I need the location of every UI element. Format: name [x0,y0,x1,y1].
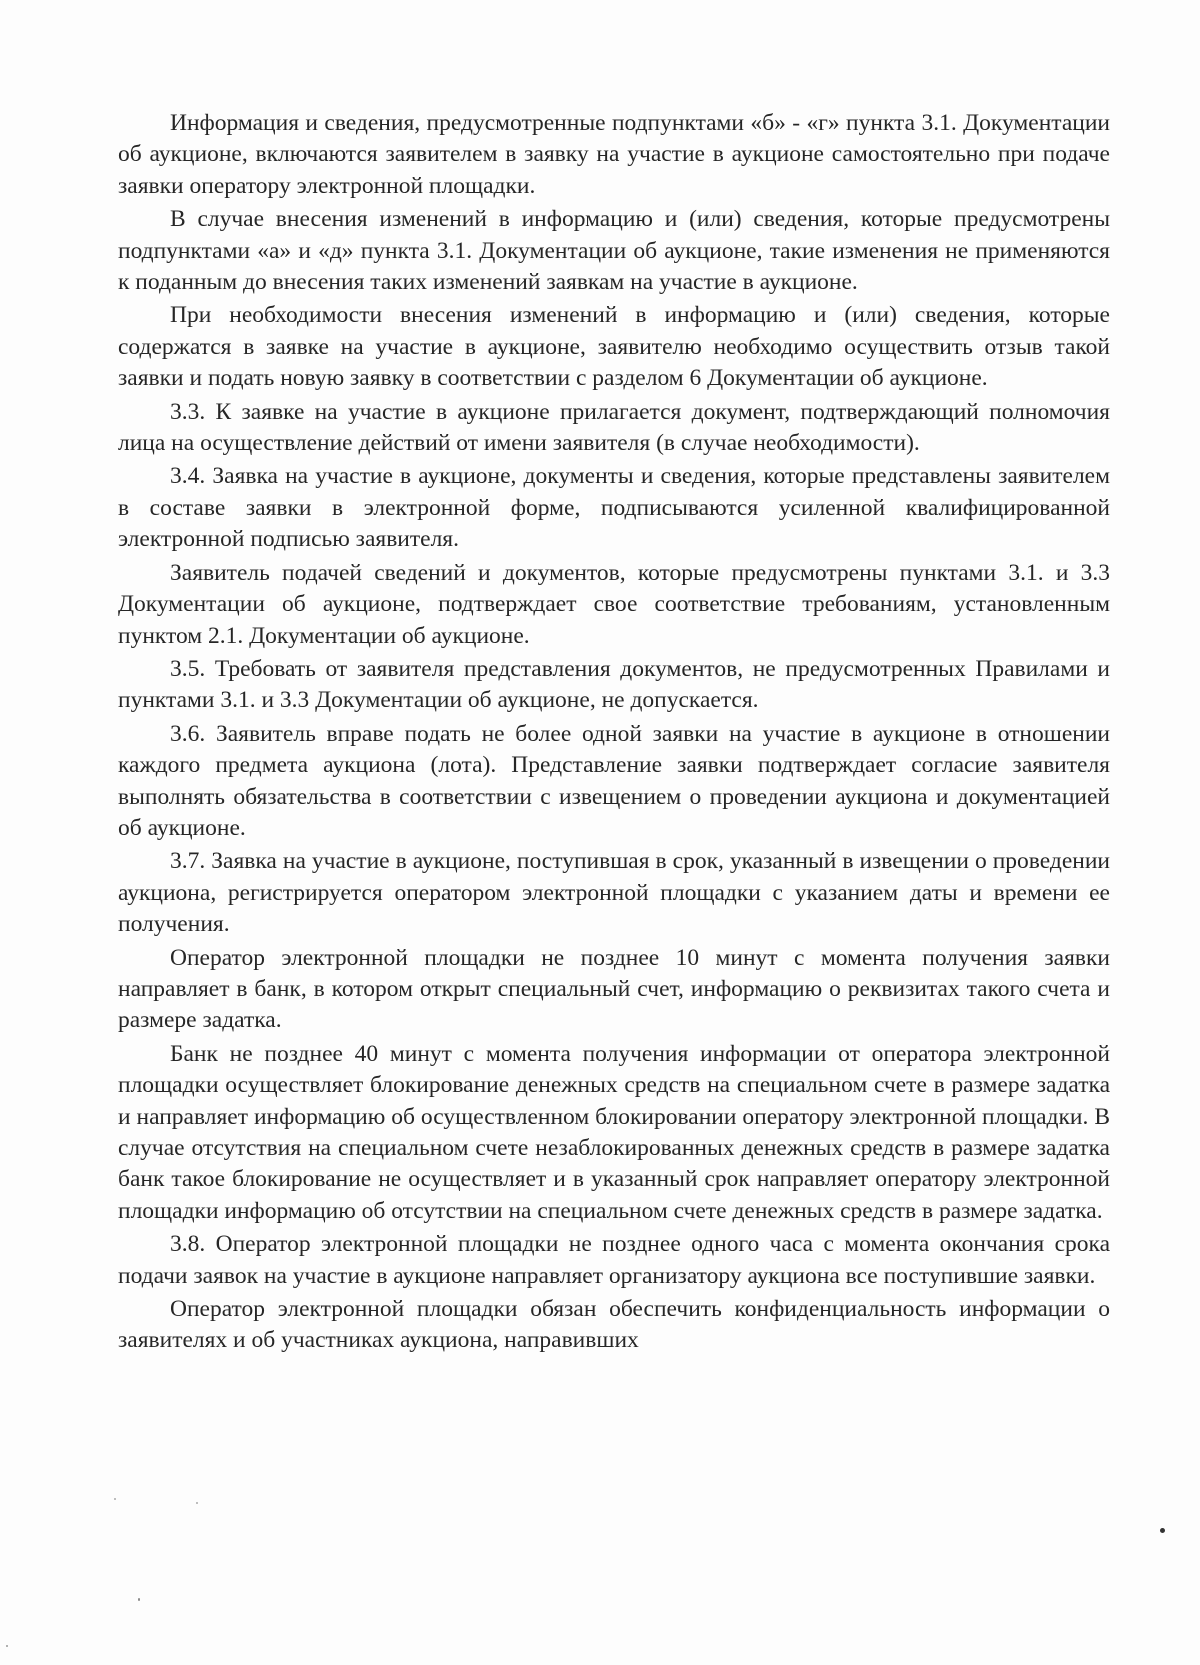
paragraph-confidentiality: Оператор электронной площадки обязан обеспечить конфиденциальность информации о заявителях и об участниках аукциона, направивших [118,1296,1110,1354]
scan-speck [1160,1528,1165,1533]
document-body [118,108,1110,1359]
paragraph-3-3: 3.3. К заявке на участие в аукционе прилагается документ, подтверждающий полномочия лица на осуществление действий от имени заявителя (в случае необходимости). [118,398,1110,457]
paragraph-changes-a-d: В случае внесения изменений в информацию и (или) сведения, которые предусмотрены подпунктами «а» и «д» пункта 3.1. Документации об аукционе, такие изменения не применяются к поданным до внесения таких изменений заявкам на участие в аукционе. [118,206,1110,296]
scan-speck [114,1498,116,1500]
paragraph-3-8: 3.8. Оператор электронной площадки не позднее одного часа с момента окончания срока подачи заявок на участие в аукционе направляет организатору аукциона все поступившие заявки. [118,1231,1110,1289]
scan-speck [138,1598,140,1601]
paragraph-3-4: 3.4. Заявка на участие в аукционе, документы и сведения, которые представлены заявителем в составе заявки в электронной форме, подписываются усиленной квалифицированной электронной подписью заявителя. [118,463,1110,553]
scan-speck [196,1502,198,1504]
paragraph-withdrawal: При необходимости внесения изменений в информацию и (или) сведения, которые содержатся в заявке на участие в аукционе, заявителю необходимо осуществить отзыв такой заявки и подать новую заявку в соответствии с разделом 6 Документации об аукционе. [118,302,1110,392]
paragraph-operator-bank: Оператор электронной площадки не позднее 10 минут с момента получения заявки направляет в банк, в котором открыт специальный счет, информацию о реквизитах такого счета и размере задатка. [118,944,1110,1034]
paragraph-info-subitems: Информация и сведения, предусмотренные подпунктами «б» - «г» пункта 3.1. Документации об аукционе, включаются заявителем в заявку на участие в аукционе самостоятельно при подаче заявки оператору электронной площадки. [118,110,1110,199]
paragraph-bank-blocking: Банк не позднее 40 минут с момента получения информации от оператора электронной площадки осуществляет блокирование денежных средств на специальном счете в размере задатка и направляет информацию об осуществленном блокировании оператору электронной площадки. В случае отсутствия на специальном счете незаблокированных денежных средств в размере задатка банк такое блокирование не осуществляет и в указанный срок направляет оператору электронной площадки информацию об отсутствии на специальном счете денежных средств в размере задатка. [118,1040,1110,1224]
paragraph-3-7: 3.7. Заявка на участие в аукционе, поступившая в срок, указанный в извещении о проведении аукциона, регистрируется оператором электронной площадки с указанием даты и времени ее получения. [118,848,1110,938]
paragraph-3-6: 3.6. Заявитель вправе подать не более одной заявки на участие в аукционе в отношении каждого предмета аукциона (лота). Представление заявки подтверждает согласие заявителя выполнять обязательства в соответствии с извещением о проведении аукциона и документацией об аукционе. [118,720,1110,841]
paragraph-compliance: Заявитель подачей сведений и документов, которые предусмотрены пунктами 3.1. и 3.3 Документации об аукционе, подтверждает свое соответствие требованиям, установленным пунктом 2.1. Документации об аукционе. [118,559,1110,649]
scan-speck [6,1645,8,1647]
paragraph-3-5: 3.5. Требовать от заявителя представления документов, не предусмотренных Правилами и пунктами 3.1. и 3.3 Документации об аукционе, не допускается. [118,655,1110,714]
